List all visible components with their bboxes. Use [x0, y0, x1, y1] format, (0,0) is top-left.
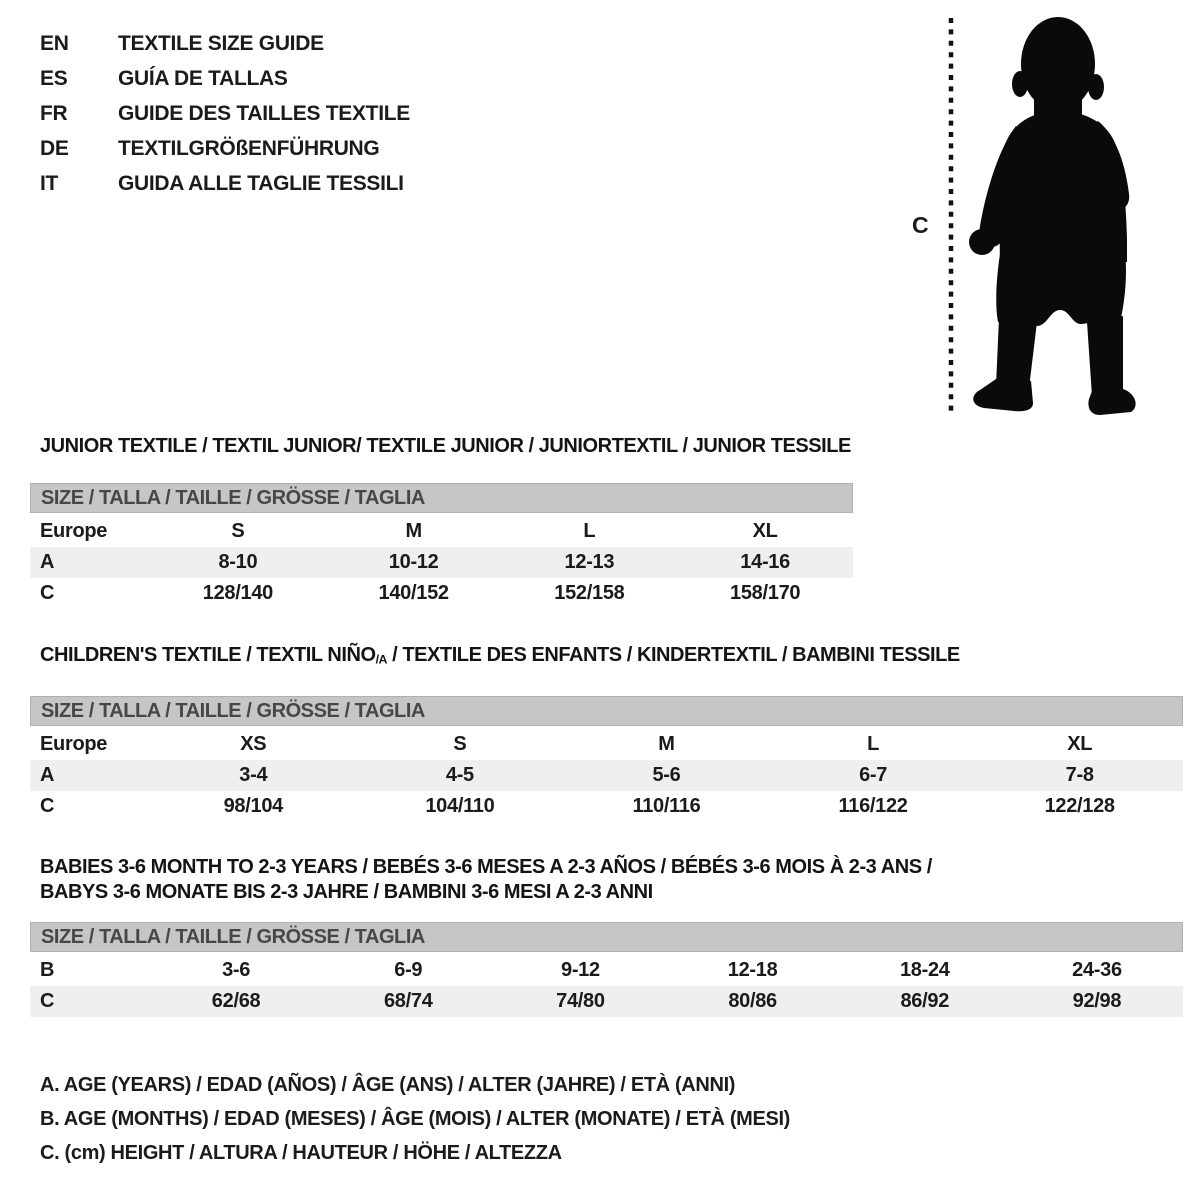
- size-table-junior: [30, 516, 853, 609]
- table-cell: 110/116: [632, 794, 701, 817]
- size-table-babies: [30, 955, 1183, 1017]
- title-subscript: /A: [375, 652, 388, 667]
- table-row: [30, 547, 853, 578]
- table-cell: S: [231, 520, 245, 542]
- language-row: [40, 61, 410, 96]
- table-row: [30, 791, 1183, 822]
- section-children-textile: [30, 644, 1183, 822]
- title-text: CHILDREN'S TEXTILE / TEXTIL NIÑO: [40, 644, 376, 666]
- table-cell: 12-18: [727, 959, 778, 981]
- table-row: [30, 760, 1183, 791]
- language-row: [40, 166, 410, 201]
- language-row: [40, 131, 410, 166]
- legend: [40, 1068, 790, 1170]
- table-cell: 18-24: [899, 959, 950, 981]
- table-cell: XL: [1067, 732, 1093, 755]
- table-cell: 24-36: [1072, 959, 1122, 981]
- table-cell: 5-6: [652, 763, 681, 786]
- language-list: [40, 26, 410, 201]
- language-label: GUIDA ALLE TAGLIE TESSILI: [118, 171, 404, 195]
- legend-line: A. AGE (YEARS) / EDAD (AÑOS) / ÂGE (ANS) / ALTER (JAHRE) / ETÀ (ANNI): [40, 1074, 736, 1096]
- table-cell: 9-12: [561, 959, 600, 981]
- section-babies-textile: [30, 855, 1183, 1017]
- row-label: Europe: [40, 520, 108, 542]
- legend-line: B. AGE (MONTHS) / EDAD (MESES) / ÂGE (MOIS) / ALTER (MONATE) / ETÀ (MESI): [40, 1108, 790, 1130]
- row-label: Europe: [40, 732, 108, 755]
- table-cell: M: [658, 732, 675, 755]
- table-cell: S: [453, 732, 467, 755]
- table-cell: 12-13: [564, 551, 615, 573]
- row-label: C: [40, 582, 55, 604]
- table-cell: 74/80: [556, 990, 605, 1012]
- table-cell: 116/122: [838, 794, 908, 817]
- table-cell: L: [583, 520, 596, 542]
- section-junior-textile: [30, 435, 853, 609]
- table-row: [30, 729, 1183, 760]
- figure-height-measure: [900, 0, 1200, 430]
- language-row: [40, 96, 410, 131]
- table-cell: XL: [752, 520, 778, 542]
- language-code: DE: [40, 136, 69, 160]
- table-cell: 3-6: [222, 959, 251, 981]
- table-cell: 80/86: [728, 990, 777, 1012]
- table-cell: 122/128: [1044, 794, 1115, 817]
- language-row: [40, 26, 410, 61]
- section-title-children: [40, 644, 1183, 671]
- title-line-1: BABIES 3-6 MONTH TO 2-3 YEARS / BEBÉS 3-6 MESES A 2-3 AÑOS / BÉBÉS 3-6 MOIS À 2-3 ANS /: [40, 856, 932, 878]
- table-cell: L: [867, 732, 880, 755]
- table-cell: 92/98: [1072, 990, 1122, 1012]
- table-cell: 140/152: [378, 582, 449, 604]
- table-row: [30, 516, 853, 547]
- row-label: A: [40, 551, 55, 573]
- table-cell: 104/110: [425, 794, 495, 817]
- table-cell: M: [405, 520, 422, 542]
- section-title-junior: JUNIOR TEXTILE / TEXTIL JUNIOR/ TEXTILE JUNIOR / JUNIORTEXTIL / JUNIOR TESSILE: [40, 435, 851, 457]
- table-cell: XS: [240, 732, 267, 755]
- height-measure-label: C: [912, 212, 929, 238]
- row-label: A: [40, 763, 55, 786]
- table-cell: 6-9: [394, 959, 423, 981]
- language-label: TEXTILE SIZE GUIDE: [118, 31, 324, 55]
- table-row: [30, 955, 1183, 986]
- title-text: / TEXTILE DES ENFANTS / KINDERTEXTIL / BAMBINI TESSILE: [387, 644, 960, 666]
- table-cell: 158/170: [730, 582, 801, 604]
- size-header-bar: SIZE / TALLA / TAILLE / GRÖSSE / TAGLIA: [30, 483, 853, 513]
- table-cell: 86/92: [900, 990, 950, 1012]
- language-code: IT: [40, 171, 59, 195]
- size-header-bar: SIZE / TALLA / TAILLE / GRÖSSE / TAGLIA: [30, 922, 1183, 952]
- language-label: TEXTILGRÖßENFÜHRUNG: [118, 136, 380, 160]
- table-cell: 8-10: [218, 551, 258, 573]
- size-header-bar: SIZE / TALLA / TAILLE / GRÖSSE / TAGLIA: [30, 696, 1183, 726]
- language-code: FR: [40, 101, 68, 125]
- table-cell: 4-5: [445, 763, 474, 786]
- row-label: C: [40, 990, 55, 1012]
- language-code: EN: [40, 31, 69, 55]
- language-label: GUIDE DES TAILLES TEXTILE: [118, 101, 410, 125]
- table-cell: 7-8: [1065, 763, 1094, 786]
- row-label: C: [40, 794, 55, 817]
- row-label: B: [40, 959, 55, 981]
- language-label: GUÍA DE TALLAS: [118, 66, 288, 90]
- size-table-children: [30, 729, 1183, 822]
- section-title-babies: [40, 855, 1183, 905]
- table-cell: 3-4: [239, 763, 268, 786]
- title-line-2: BABYS 3-6 MONATE BIS 2-3 JAHRE / BAMBINI 3-6 MESI A 2-3 ANNI: [40, 881, 653, 903]
- table-cell: 98/104: [223, 794, 283, 817]
- table-cell: 68/74: [383, 990, 433, 1012]
- baby-silhouette: [900, 0, 1200, 430]
- table-cell: 14-16: [740, 551, 790, 573]
- table-cell: 152/158: [554, 582, 625, 604]
- table-row: [30, 986, 1183, 1017]
- table-cell: 10-12: [388, 551, 439, 573]
- table-cell: 128/140: [202, 582, 273, 604]
- table-row: [30, 578, 853, 609]
- table-cell: 6-7: [859, 763, 888, 786]
- language-code: ES: [40, 66, 68, 90]
- legend-line: C. (cm) HEIGHT / ALTURA / HAUTEUR / HÖHE / ALTEZZA: [40, 1142, 562, 1164]
- table-cell: 62/68: [211, 990, 261, 1012]
